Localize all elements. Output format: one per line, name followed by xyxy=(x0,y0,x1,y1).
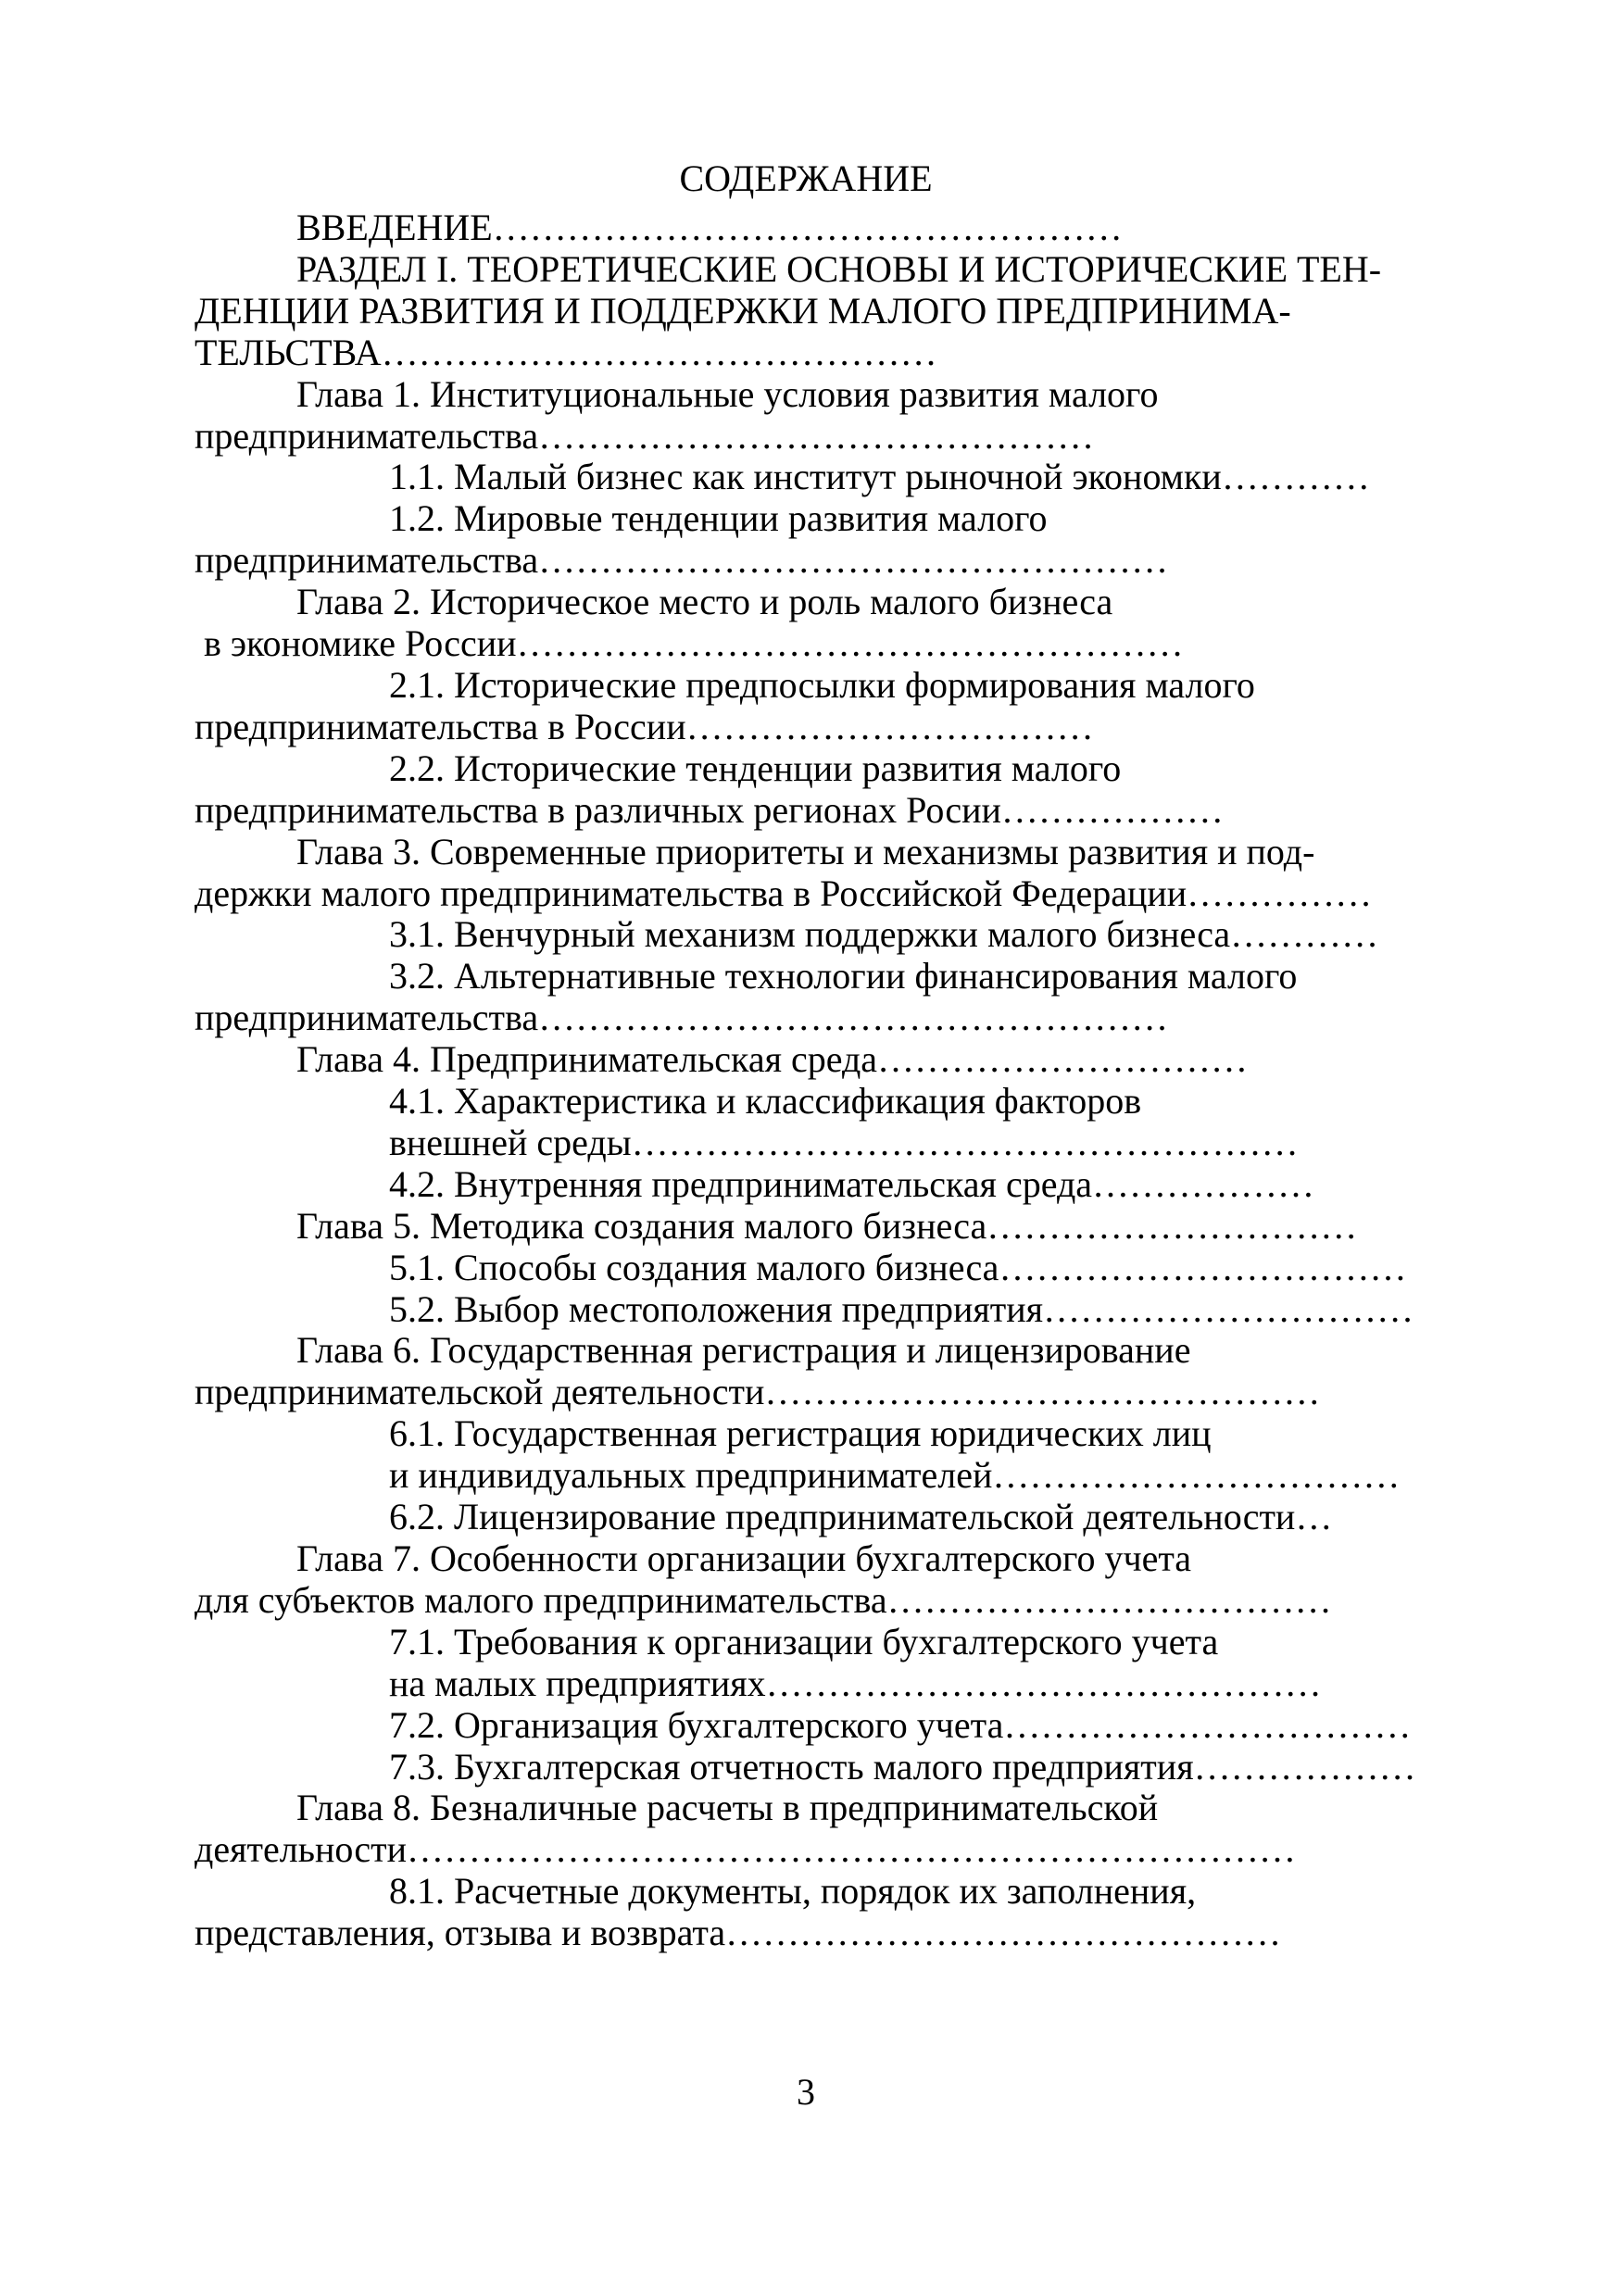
toc-line: 7.3. Бухгалтерская отчетность малого предприятия……………… xyxy=(389,1745,1416,1788)
page-number: 3 xyxy=(797,2071,815,2113)
toc-line: Глава 3. Современные приоритеты и механизмы развития и под- xyxy=(296,830,1315,872)
toc-line: предпринимательства…………………………………………… xyxy=(195,997,1169,1039)
toc-line: держки малого предпринимательства в Российской Федерации…………… xyxy=(195,872,1373,914)
toc-line: 1.1. Малый бизнес как институт рыночной экономки………… xyxy=(389,456,1370,498)
toc-line: предпринимательства……………………………………… xyxy=(195,414,1095,457)
toc-list xyxy=(195,207,1436,1954)
toc-line: 3.2. Альтернативные технологии финансирования малого xyxy=(389,955,1298,997)
toc-line: 5.1. Способы создания малого бизнеса…………………………… xyxy=(389,1246,1407,1288)
toc-line: Глава 1. Институциональные условия развития малого xyxy=(296,372,1159,415)
toc-line: 6.1. Государственная регистрация юридических лиц xyxy=(389,1412,1212,1455)
toc-line: предпринимательской деятельности……………………………………… xyxy=(195,1371,1321,1413)
toc-line: внешней среды……………………………………………… xyxy=(389,1121,1299,1163)
toc-line: предпринимательства…………………………………………… xyxy=(195,539,1169,582)
toc-line: для субъектов малого предпринимательства……………………………… xyxy=(195,1578,1332,1621)
toc-line: 4.2. Внутренняя предпринимательская среда……………… xyxy=(389,1162,1315,1205)
toc-line: Глава 7. Особенности организации бухгалтерского учета xyxy=(296,1537,1192,1579)
toc-line: в экономике России……………………………………………… xyxy=(195,622,1184,665)
toc-line: Глава 5. Методика создания малого бизнеса………………………… xyxy=(296,1204,1358,1247)
toc-line: на малых предприятиях……………………………………… xyxy=(389,1662,1322,1704)
page-title: СОДЕРЖАНИЕ xyxy=(679,157,933,199)
toc-line: 6.2. Лицензирование предпринимательской деятельности… xyxy=(389,1496,1333,1538)
toc-line: 8.1. Расчетные документы, порядок их заполнения, xyxy=(389,1870,1197,1913)
toc-line: ВВЕДЕНИЕ…………………………………………… xyxy=(296,207,1123,248)
toc-line: и индивидуальных предпринимателей…………………………… xyxy=(389,1454,1401,1497)
toc-line: Глава 4. Предпринимательская среда………………………… xyxy=(296,1038,1249,1081)
toc-line: 1.2. Мировые тенденции развития малого xyxy=(389,497,1048,540)
toc-line: РАЗДЕЛ I. ТЕОРЕТИЧЕСКИЕ ОСНОВЫ И ИСТОРИЧЕСКИЕ ТЕН- xyxy=(296,247,1382,290)
toc-line: 7.1. Требования к организации бухгалтерского учета xyxy=(389,1620,1219,1662)
toc-line: 4.1. Характеристика и классификация факторов xyxy=(389,1080,1142,1123)
toc-line: представления, отзыва и возврата……………………………………… xyxy=(195,1912,1282,1954)
toc-line: Глава 2. Историческое место и роль малого бизнеса xyxy=(296,581,1113,623)
toc-line: деятельности……………………………………………………………… xyxy=(195,1828,1296,1871)
toc-line: 2.1. Исторические предпосылки формирования малого xyxy=(389,663,1255,706)
toc-line: ТЕЛЬСТВА……………………………………… xyxy=(195,331,937,373)
toc-line: 5.2. Выбор местоположения предприятия………………………… xyxy=(389,1287,1414,1330)
toc-line: предпринимательства в России…………………………… xyxy=(195,705,1094,747)
toc-line: 3.1. Венчурный механизм поддержки малого бизнеса………… xyxy=(389,913,1379,956)
toc-line: 7.2. Организация бухгалтерского учета…………………………… xyxy=(389,1703,1412,1746)
toc-line: 2.2. Исторические тенденции развития малого xyxy=(389,747,1122,789)
toc-line: Глава 6. Государственная регистрация и лицензирование xyxy=(296,1329,1191,1372)
toc-line: предпринимательства в различных регионах Росии……………… xyxy=(195,788,1224,831)
toc-line: ДЕНЦИИ РАЗВИТИЯ И ПОДДЕРЖКИ МАЛОГО ПРЕДПРИНИМА- xyxy=(195,289,1291,332)
toc-line: Глава 8. Безналичные расчеты в предпринимательской xyxy=(296,1787,1159,1829)
